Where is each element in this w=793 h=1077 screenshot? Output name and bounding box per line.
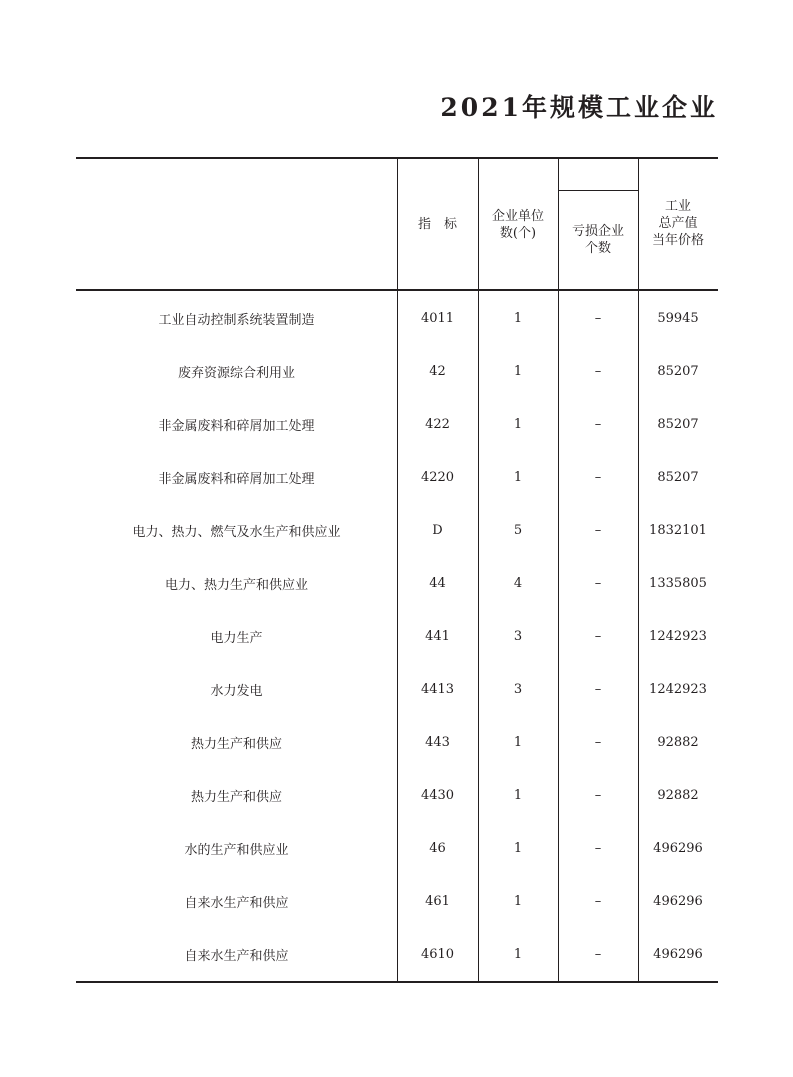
header-gross-output-line3: 当年价格 — [651, 233, 704, 248]
header-enterprise-units-line1: 企业单位 — [491, 209, 544, 224]
page-title: 2021年规模工业企业 — [440, 93, 718, 122]
row-code: 4413 — [420, 682, 455, 697]
row-output: 496296 — [653, 894, 703, 909]
table-row — [76, 663, 718, 716]
row-units: 1 — [513, 735, 523, 750]
row-output: 1335805 — [649, 576, 707, 591]
table-row — [76, 504, 718, 557]
row-loss: – — [594, 788, 602, 803]
header-gross-output-line2: 总产值 — [658, 216, 698, 231]
table-row — [76, 451, 718, 504]
row-units: 1 — [513, 788, 523, 803]
row-loss: – — [594, 364, 602, 379]
row-code: 4610 — [420, 947, 455, 962]
row-output: 1242923 — [649, 682, 707, 697]
row-name: 废弃资源综合利用业 — [177, 366, 295, 381]
row-name: 非金属废料和碎屑加工处理 — [158, 472, 315, 487]
row-output: 92882 — [657, 735, 699, 750]
row-output: 85207 — [657, 364, 699, 379]
header-gross-output — [638, 198, 718, 249]
row-loss: – — [594, 735, 602, 750]
row-output: 1832101 — [649, 523, 707, 538]
row-name: 热力生产和供应 — [190, 737, 282, 752]
row-units: 1 — [513, 417, 523, 432]
table-row — [76, 822, 718, 875]
row-loss: – — [594, 311, 602, 326]
header-group-rule — [558, 190, 638, 191]
row-units: 1 — [513, 894, 523, 909]
header-loss-enterprises — [558, 223, 638, 257]
row-loss: – — [594, 523, 602, 538]
row-units: 4 — [513, 576, 523, 591]
row-name: 电力、热力生产和供应业 — [164, 578, 308, 593]
row-code: 422 — [425, 417, 450, 432]
row-loss: – — [594, 576, 602, 591]
table-row — [76, 716, 718, 769]
row-code: D — [432, 523, 443, 538]
row-name: 电力生产 — [210, 631, 263, 646]
row-name: 自来水生产和供应 — [184, 949, 289, 964]
row-name: 非金属废料和碎屑加工处理 — [158, 419, 315, 434]
row-output: 496296 — [653, 841, 703, 856]
row-output: 496296 — [653, 947, 703, 962]
row-output: 59945 — [657, 311, 699, 326]
row-output: 1242923 — [649, 629, 707, 644]
row-code: 4220 — [420, 470, 455, 485]
row-units: 3 — [513, 629, 523, 644]
header-enterprise-units-line2: 数(个) — [499, 226, 537, 241]
row-loss: – — [594, 841, 602, 856]
row-units: 1 — [513, 841, 523, 856]
header-indicator: 指 标 — [417, 217, 457, 232]
row-name: 热力生产和供应 — [190, 790, 282, 805]
row-output: 85207 — [657, 470, 699, 485]
table-row — [76, 398, 718, 451]
row-output: 85207 — [657, 417, 699, 432]
row-output: 92882 — [657, 788, 699, 803]
row-units: 1 — [513, 947, 523, 962]
header-enterprise-units — [478, 208, 558, 242]
row-loss: – — [594, 417, 602, 432]
row-units: 1 — [513, 470, 523, 485]
row-loss: – — [594, 470, 602, 485]
row-code: 4011 — [420, 311, 455, 326]
row-loss: – — [594, 947, 602, 962]
table-row — [76, 610, 718, 663]
row-code: 44 — [429, 576, 446, 591]
row-loss: – — [594, 894, 602, 909]
table-row — [76, 345, 718, 398]
row-code: 42 — [429, 364, 446, 379]
row-name: 水的生产和供应业 — [184, 843, 289, 858]
table-row — [76, 557, 718, 610]
table-row — [76, 875, 718, 928]
row-units: 5 — [513, 523, 523, 538]
row-name: 水力发电 — [210, 684, 263, 699]
row-name: 自来水生产和供应 — [184, 896, 289, 911]
header-loss-enterprises-line1: 亏损企业 — [571, 224, 624, 239]
row-units: 1 — [513, 311, 523, 326]
table-row — [76, 769, 718, 822]
row-units: 1 — [513, 364, 523, 379]
row-code: 46 — [429, 841, 446, 856]
row-units: 3 — [513, 682, 523, 697]
row-name: 电力、热力、燃气及水生产和供应业 — [132, 525, 341, 540]
table-row — [76, 292, 718, 345]
header-loss-enterprises-line2: 个数 — [584, 241, 611, 256]
row-name: 工业自动控制系统装置制造 — [158, 313, 315, 328]
row-loss: – — [594, 682, 602, 697]
row-code: 443 — [425, 735, 450, 750]
table-row — [76, 928, 718, 981]
header-gross-output-line1: 工业 — [664, 199, 691, 214]
row-loss: – — [594, 629, 602, 644]
row-code: 461 — [425, 894, 450, 909]
row-code: 441 — [425, 629, 450, 644]
row-code: 4430 — [420, 788, 455, 803]
